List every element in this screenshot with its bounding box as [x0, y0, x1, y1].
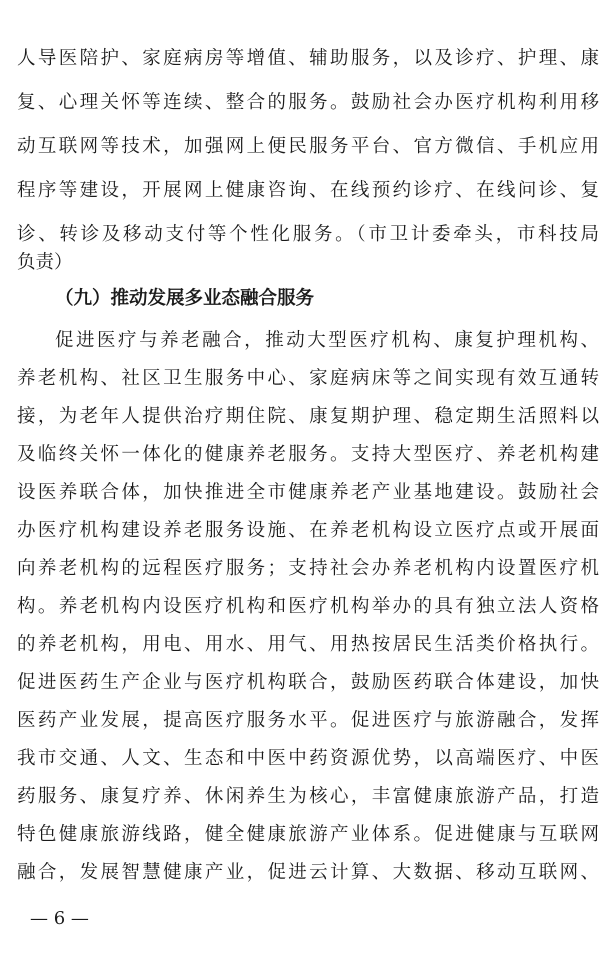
paragraph-line: 医药产业发展，提高医疗服务水平。促进医疗与旅游融合，发挥 [17, 710, 599, 731]
paragraph-line: 融合，发展智慧健康产业，促进云计算、大数据、移动互联网、 [17, 862, 599, 883]
paragraph-line: 促进医疗与养老融合，推动大型医疗机构、康复护理机构、 [55, 330, 599, 351]
text-line: 负责） [17, 252, 73, 273]
text-line: 诊、转诊及移动支付等个性化服务。（市卫计委牵头，市科技局 [17, 224, 599, 245]
paragraph-line: 我市交通、人文、生态和中医中药资源优势，以高端医疗、中医 [17, 748, 599, 769]
paragraph-line: 特色健康旅游线路，健全健康旅游产业体系。促进健康与互联网 [17, 824, 599, 845]
paragraph-line: 接，为老年人提供治疗期住院、康复期护理、稳定期生活照料以 [17, 406, 599, 427]
text-line: 复、心理关怀等连续、整合的服务。鼓励社会办医疗机构利用移 [17, 92, 599, 113]
paragraph-line: 构。养老机构内设医疗机构和医疗机构举办的具有独立法人资格 [17, 596, 599, 617]
paragraph-line: 设医养联合体，加快推进全市健康养老产业基地建设。鼓励社会 [17, 482, 599, 503]
page-number: — 6 — [30, 908, 89, 929]
paragraph-line: 养老机构、社区卫生服务中心、家庭病床等之间实现有效互通转 [17, 368, 599, 389]
paragraph-line: 及临终关怀一体化的健康养老服务。支持大型医疗、养老机构建 [17, 444, 599, 465]
text-line: 程序等建设，开展网上健康咨询、在线预约诊疗、在线问诊、复 [17, 180, 599, 201]
paragraph-line: 的养老机构，用电、用水、用气、用热按居民生活类价格执行。 [17, 634, 599, 655]
text-line: 动互联网等技术，加强网上便民服务平台、官方微信、手机应用 [17, 136, 599, 157]
paragraph-line: 向养老机构的远程医疗服务；支持社会办养老机构内设置医疗机 [17, 558, 599, 579]
text-line: 人导医陪护、家庭病房等增值、辅助服务，以及诊疗、护理、康 [17, 48, 599, 69]
paragraph-line: 促进医药生产企业与医疗机构联合，鼓励医药联合体建设，加快 [17, 672, 599, 693]
section-heading: （九）推动发展多业态融合服务 [55, 288, 315, 309]
paragraph-line: 办医疗机构建设养老服务设施、在养老机构设立医疗点或开展面 [17, 520, 599, 541]
paragraph-line: 药服务、康复疗养、休闲养生为核心，丰富健康旅游产品，打造 [17, 786, 599, 807]
